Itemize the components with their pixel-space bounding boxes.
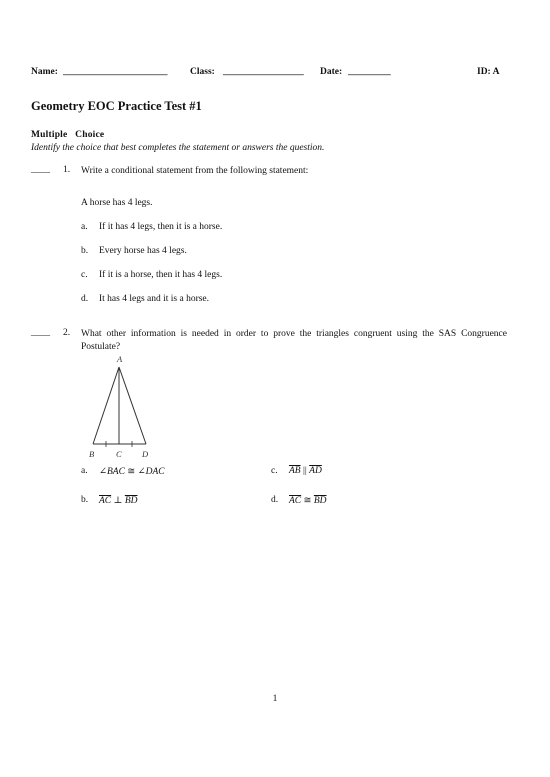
parallel-symbol: || [300, 466, 310, 476]
option-letter-q1b: b. [81, 246, 89, 256]
segment-ab [93, 367, 119, 444]
date-field[interactable]: _________ [348, 67, 391, 77]
vertex-label-d: D [142, 449, 149, 459]
segment-ac-text-d: $\overline{AC}$ [289, 496, 302, 506]
option-letter-q2d: d. [271, 495, 279, 505]
option-q2a[interactable] [99, 466, 165, 477]
section-heading: Multiple Choice [31, 130, 105, 140]
answer-blank-q2[interactable]: ____ [31, 328, 50, 338]
question-statement-q1: A horse has 4 legs. [81, 198, 153, 208]
option-q1b[interactable]: Every horse has 4 legs. [99, 246, 187, 256]
option-letter-q1c: c. [81, 270, 88, 280]
option-q2b[interactable] [99, 495, 138, 506]
option-letter-q1d: d. [81, 294, 89, 304]
segment-ad [119, 367, 146, 444]
congruent-symbol: ≅ [124, 467, 138, 477]
segment-bd-text-d: $\overline{BD}$ [313, 496, 327, 506]
option-q1c[interactable]: If it is a horse, then it has 4 legs. [99, 270, 223, 280]
page-number: 1 [272, 694, 278, 704]
vertex-label-b: B [89, 449, 95, 459]
option-q1a[interactable]: If it has 4 legs, then it is a horse. [99, 222, 223, 232]
triangle-figure [84, 352, 160, 462]
section-instructions: Identify the choice that best completes the statement or answers the question. [31, 143, 325, 153]
vertex-label-a: A [117, 354, 123, 364]
class-field[interactable]: _________________ [223, 67, 304, 77]
answer-blank-q1[interactable]: ____ [31, 165, 50, 175]
segment-ad-text: $\overline{AD}$ [309, 466, 322, 476]
class-label: Class: [190, 67, 215, 77]
option-q2d[interactable] [289, 495, 327, 506]
segment-ac-text: $\overline{AC}$ [99, 496, 112, 506]
question-number-q2: 2. [63, 328, 71, 338]
name-label: Name: [31, 67, 58, 77]
page-title: Geometry EOC Practice Test #1 [31, 99, 202, 113]
question-text-q2: What other information is needed in order to prove the triangles congruent using the SAS Congruence Postulate? [81, 329, 507, 352]
congruent-symbol-d: ≅ [301, 496, 314, 506]
name-field[interactable]: ______________________ [63, 67, 168, 77]
option-q1d[interactable]: It has 4 legs and it is a horse. [99, 294, 210, 304]
angle-dac: ∠DAC [137, 467, 165, 477]
question-text-q1: Write a conditional statement from the following statement: [81, 166, 309, 176]
id-label: ID: A [477, 67, 500, 77]
question-number-q1: 1. [63, 165, 71, 175]
option-letter-q2c: c. [271, 466, 278, 476]
segment-ab-text: $\overline{AB}$ [289, 466, 301, 476]
date-label: Date: [320, 67, 343, 77]
segment-bd-text: $\overline{BD}$ [124, 496, 138, 506]
vertex-label-c: C [116, 449, 122, 459]
option-letter-q2a: a. [81, 466, 88, 476]
perpendicular-symbol: ⊥ [111, 496, 125, 506]
angle-bac: ∠BAC [99, 467, 125, 477]
option-letter-q1a: a. [81, 222, 88, 232]
option-q2c[interactable] [289, 466, 322, 476]
option-letter-q2b: b. [81, 495, 89, 505]
